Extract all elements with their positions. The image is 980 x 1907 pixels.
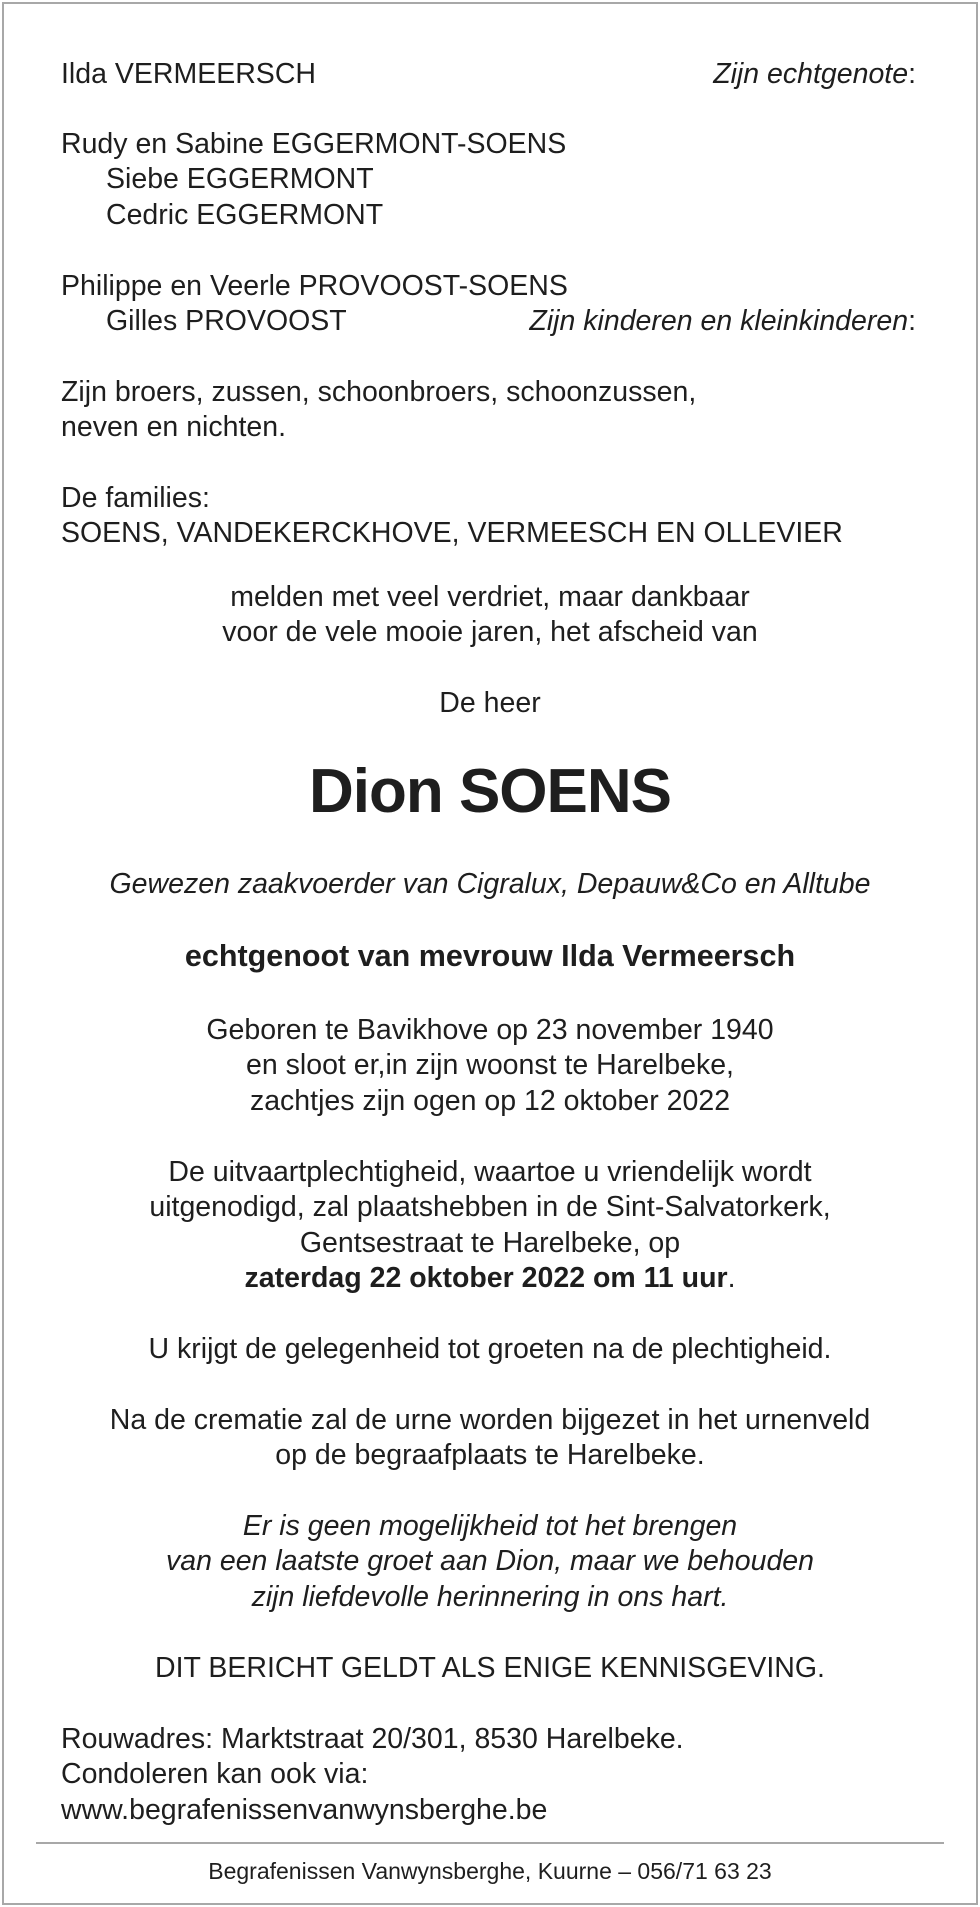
cremation-line: op de begraafplaats te Harelbeke.	[275, 1439, 705, 1471]
announce-line: melden met veel verdriet, maar dankbaar	[230, 581, 750, 613]
footer-text: Begrafenissen Vanwynsberghe, Kuurne – 056/71 63 23	[208, 1858, 772, 1884]
birth-death-line: Geboren te Bavikhove op 23 november 1940	[206, 1014, 774, 1046]
mourning-address: Rouwadres: Marktstraat 20/301, 8530 Harelbeke.	[61, 1723, 684, 1755]
birth-death-line: en sloot er,in zijn woonst te Harelbeke,	[246, 1049, 734, 1081]
birth-death-line: zachtjes zijn ogen op 12 oktober 2022	[249, 1085, 731, 1117]
website-link[interactable]: www.begrafenissenvanwynsberghe.be	[61, 1794, 548, 1826]
condolence-intro: Condoleren kan ook via:	[61, 1758, 369, 1790]
children-label: Zijn kinderen en kleinkinderen:	[529, 305, 916, 337]
child-line: Rudy en Sabine EGGERMONT-SOENS	[61, 128, 567, 160]
grandchild-line: Siebe EGGERMONT	[106, 163, 374, 195]
families-intro: De families:	[61, 482, 210, 514]
funeral-line: De uitvaartplechtigheid, waartoe u vriendelijk wordt	[168, 1156, 812, 1188]
farewell-line: zijn liefdevolle herinnering in ons hart.	[251, 1581, 729, 1613]
spouse-line: echtgenoot van mevrouw Ilda Vermeersch	[184, 939, 796, 973]
deceased-name: Dion SOENS	[308, 757, 672, 826]
families-list: SOENS, VANDEKERCKHOVE, VERMEESCH EN OLLEVIER	[61, 517, 843, 549]
notice-only: DIT BERICHT GELDT ALS ENIGE KENNISGEVING.	[155, 1652, 825, 1684]
greeting-note: U krijgt de gelegenheid tot groeten na de plechtigheid.	[148, 1333, 832, 1365]
funeral-date: zaterdag 22 oktober 2022 om 11 uur.	[244, 1262, 736, 1294]
announce-line: voor de vele mooie jaren, het afscheid van	[222, 616, 758, 648]
siblings-line: neven en nichten.	[61, 411, 287, 443]
funeral-line: Gentsestraat te Harelbeke, op	[299, 1227, 681, 1259]
grandchild-line: Cedric EGGERMONT	[106, 199, 384, 231]
child-line: Philippe en Veerle PROVOOST-SOENS	[61, 270, 568, 302]
wife-name: Ilda VERMEERSCH	[61, 58, 316, 90]
farewell-line: Er is geen mogelijkheid tot het brengen	[242, 1510, 738, 1542]
grandchild-line: Gilles PROVOOST	[106, 305, 347, 337]
funeral-line: uitgenodigd, zal plaatshebben in de Sint-Salvatorkerk,	[149, 1191, 831, 1223]
cremation-line: Na de crematie zal de urne worden bijgezet in het urnenveld	[109, 1404, 871, 1436]
footer-divider	[36, 1842, 944, 1844]
occupation: Gewezen zaakvoerder van Cigralux, Depauw&Co en Alltube	[109, 868, 871, 900]
siblings-line: Zijn broers, zussen, schoonbroers, schoonzussen,	[61, 376, 697, 408]
salutation: De heer	[439, 687, 541, 719]
obituary-card	[2, 2, 978, 1905]
farewell-line: van een laatste groet aan Dion, maar we behouden	[165, 1545, 815, 1577]
wife-label: Zijn echtgenote:	[713, 58, 916, 90]
